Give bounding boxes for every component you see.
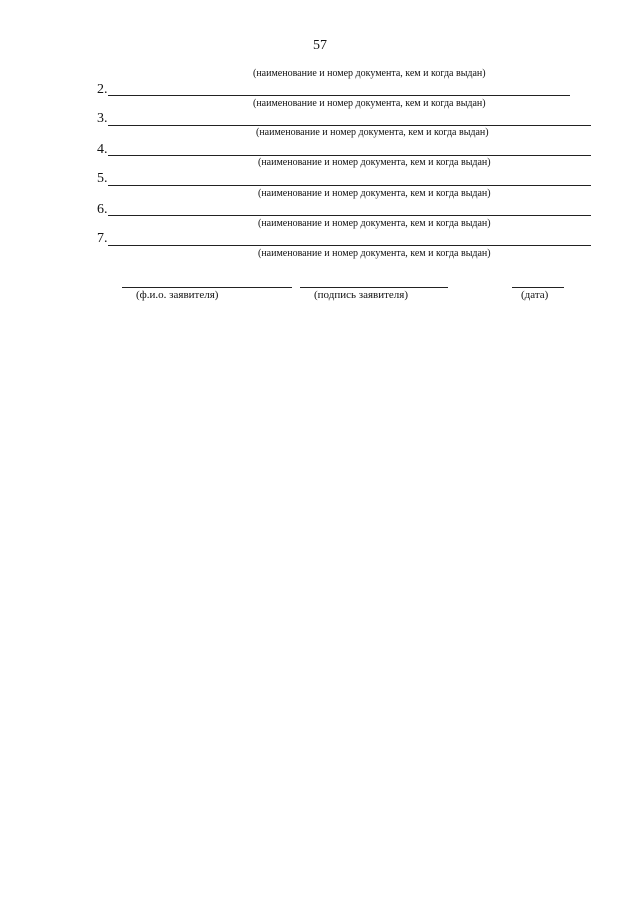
date-signature-line: [512, 287, 564, 288]
item-number: 3.: [97, 111, 108, 126]
document-caption: (наименование и номер документа, кем и когда выдан): [258, 188, 491, 199]
item-number: 5.: [97, 171, 108, 186]
document-entry-line: [108, 95, 570, 96]
fio-label: (ф.и.о. заявителя): [136, 289, 219, 301]
sign-label: (подпись заявителя): [314, 289, 409, 301]
document-entry-line: [108, 245, 591, 246]
document-caption: (наименование и номер документа, кем и когда выдан): [253, 68, 486, 79]
sign-signature-line: [300, 287, 448, 288]
item-number: 2.: [97, 82, 108, 97]
document-entry-line: [108, 215, 591, 216]
document-entry-line: [108, 185, 591, 186]
fio-signature-line: [122, 287, 292, 288]
document-caption: (наименование и номер документа, кем и когда выдан): [256, 127, 489, 138]
item-number: 4.: [97, 142, 108, 157]
document-entry-line: [108, 155, 591, 156]
document-caption: (наименование и номер документа, кем и когда выдан): [258, 218, 491, 229]
document-caption: (наименование и номер документа, кем и когда выдан): [258, 248, 491, 259]
page-number: 57: [313, 38, 327, 53]
document-caption: (наименование и номер документа, кем и когда выдан): [258, 157, 491, 168]
date-label: (дата): [521, 289, 549, 301]
document-caption: (наименование и номер документа, кем и когда выдан): [253, 98, 486, 109]
document-entry-line: [108, 125, 591, 126]
item-number: 6.: [97, 202, 108, 217]
item-number: 7.: [97, 231, 108, 246]
